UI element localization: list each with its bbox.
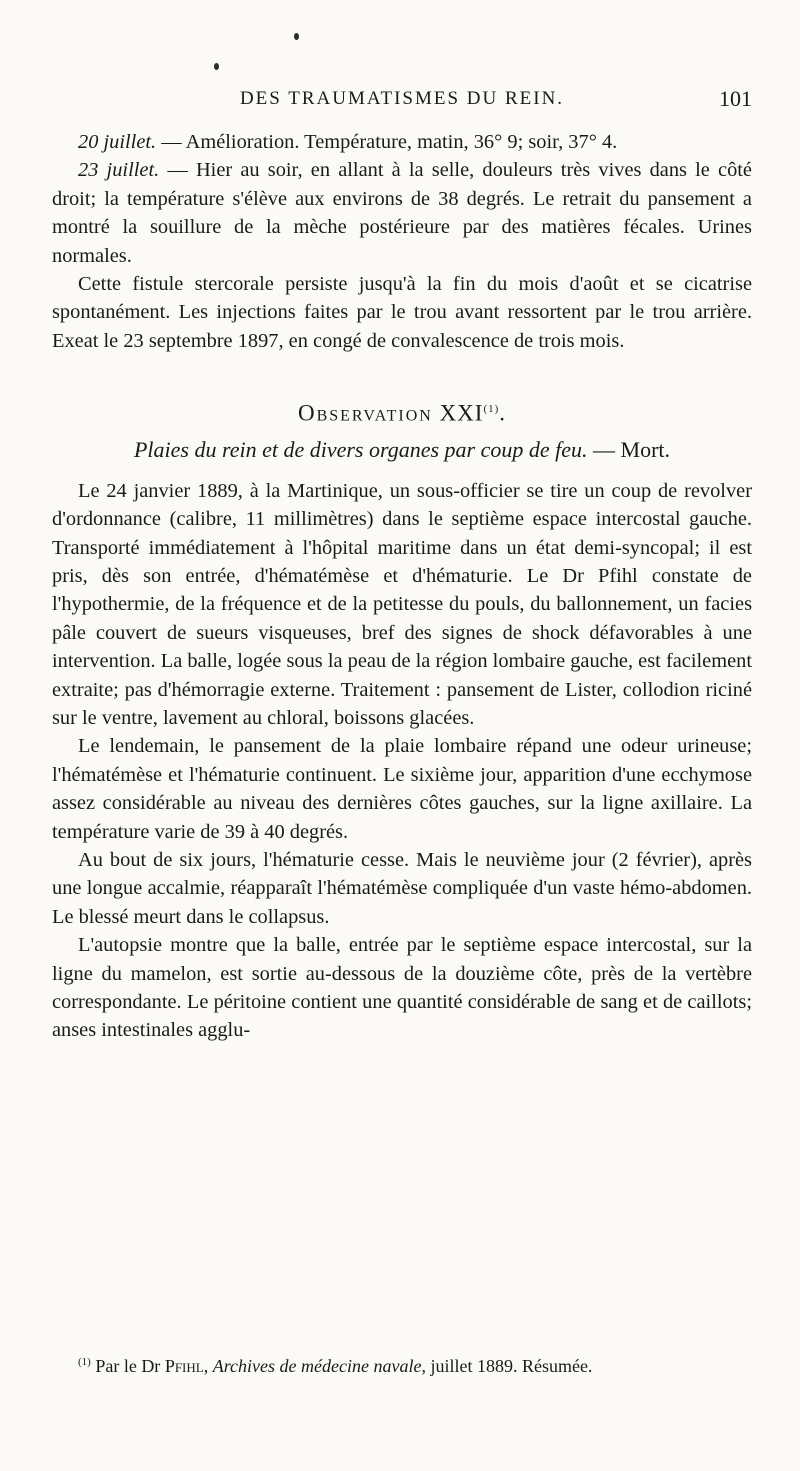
observation-subtitle bbox=[52, 436, 752, 464]
running-title: DES TRAUMATISMES DU REIN. bbox=[239, 88, 565, 109]
entry-date: 20 juillet. bbox=[78, 131, 157, 153]
footnote bbox=[52, 1350, 752, 1378]
footnote-comma: , bbox=[203, 1356, 213, 1376]
ink-speck bbox=[214, 63, 219, 70]
page-number: 101 bbox=[719, 86, 752, 111]
footnote-marker: (1) bbox=[78, 1356, 91, 1368]
paragraph-lendemain: Le lendemain, le pansement de la plaie lombaire répand une odeur urineuse; l'hématémèse et l'hématurie continuent. Le sixième jour, apparition d'une ecchymose assez considérable au niveau des dernières côtes gauches, sur la ligne axillaire. La température varie de 39 à 40 degrés. bbox=[52, 735, 752, 843]
entry-date: 23 juillet. bbox=[78, 159, 160, 182]
paragraph-fistule: Cette fistule stercorale persiste jusqu'à la fin du mois d'août et se cicatrise spontanément. Les injections faites par le trou avant ressortent par le trou arrière. Exeat le 23 septembre 1897, en congé de convalescence de trois mois. bbox=[52, 273, 752, 352]
footnote-author: Pfihl bbox=[164, 1356, 204, 1376]
entry-20-juillet bbox=[52, 128, 752, 156]
heading-period: . bbox=[499, 400, 507, 426]
entry-23-juillet bbox=[52, 156, 752, 270]
ink-speck bbox=[294, 33, 299, 40]
footnote-rest: , juillet 1889. Résumée. bbox=[421, 1356, 593, 1376]
observation-prefix: Observation bbox=[297, 400, 433, 426]
footnote-reference: (1) bbox=[483, 403, 500, 416]
body-text bbox=[52, 128, 752, 1045]
entry-text: — Hier au soir, en allant à la selle, douleurs très vives dans le côté droit; la température s'élève aux environs de 38 degrés. Le retrait du pansement a montré la souillure de la mèche postérieure par des matières fécales. Urines normales. bbox=[52, 159, 752, 267]
observation-heading bbox=[52, 395, 752, 428]
observation-number: XXI bbox=[439, 400, 484, 426]
footnote-lead: Par le Dr bbox=[90, 1356, 165, 1376]
entry-text: — Amélioration. Température, matin, 36° 9; soir, 37° 4. bbox=[156, 131, 618, 153]
paragraph-case: Le 24 janvier 1889, à la Martinique, un sous-officier se tire un coup de revolver d'ordonnance (calibre, 11 millimètres) dans le septième espace intercostal gauche. Transporté immédiatement à l'hôpital maritime dans un état demi-syncopal; il est pris, dès son entrée, d'hématémèse et d'hématurie. Le Dr Pfihl constate de l'hypothermie, de la fréquence et de la petitesse du pouls, du ballonnement, un facies pâle couvert de sueurs visqueuses, bref des signes de shock défavorables à une intervention. La balle, logée sous la peau de la région lombaire gauche, est facilement extraite; pas d'hémorragie externe. Traitement : pansement de Lister, collodion riciné sur le ventre, lavement au chloral, boissons glacées. bbox=[52, 479, 752, 729]
paragraph-autopsie: L'autopsie montre que la balle, entrée par le septième espace intercostal, sur la ligne du mamelon, est sortie au-dessous de la douzième côte, près de la vertèbre correspondante. Le péritoine contient une quantité considérable de sang et de caillots; anses intestinales agglu- bbox=[52, 934, 752, 1042]
subtitle-italic: Plaies du rein et de divers organes par coup de feu. bbox=[133, 437, 588, 463]
subtitle-outcome: — Mort. bbox=[587, 437, 671, 463]
paragraph-six-jours: Au bout de six jours, l'hématurie cesse. Mais le neuvième jour (2 février), après une longue accalmie, réapparaît l'hématémèse compliquée d'un vaste hémo-abdomen. Le blessé meurt dans le collapsus. bbox=[52, 849, 752, 928]
page-header bbox=[52, 88, 752, 118]
footnote-journal: Archives de médecine navale bbox=[212, 1356, 422, 1376]
